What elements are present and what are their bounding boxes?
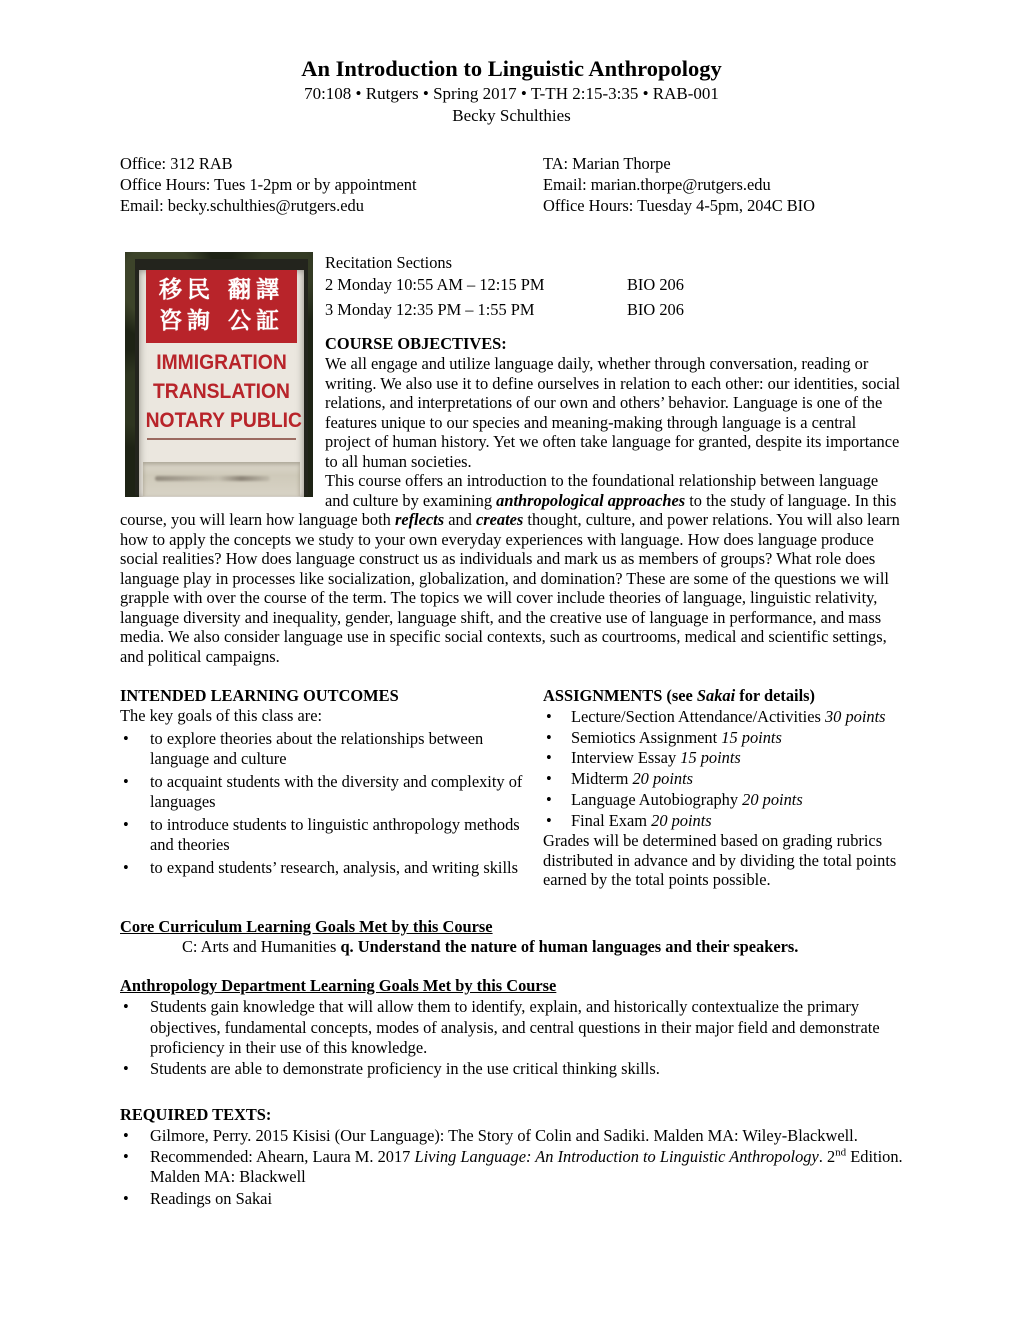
assignment-text: Semiotics Assignment 15 points	[571, 727, 782, 747]
list-item	[120, 1189, 903, 1209]
instructor-email: Email: becky.schulthies@rutgers.edu	[120, 195, 364, 215]
required-text-entry: Gilmore, Perry. 2015 Kisisi (Our Language): The Story of Colin and Sadiki. Malden MA: Wiley-Blackwell.	[150, 1125, 858, 1145]
sign-photo	[125, 252, 313, 497]
objectives-paragraph-1: We all engage and utilize language daily, whether through conversation, reading or writing. We also use it to define ourselves in relation to each other: our identities, social relations, and interpretations of our own and others’ behavior. Language is one of the features unique to our species and meaning-making through language is a central project of human history. Yet we often take language for granted, despite its importance to all human societies.	[325, 354, 901, 471]
sign-english-text	[139, 348, 304, 435]
list-item	[543, 748, 903, 768]
assignment-text: Interview Essay 15 points	[571, 748, 741, 768]
grades-note: Grades will be determined based on grading rubrics distributed in advance and by dividing the total points earned by the total points possible.	[543, 831, 897, 890]
course-objectives-heading: COURSE OBJECTIVES:	[325, 334, 507, 354]
department-goal-text: Students gain knowledge that will allow them to identify, explain, and historically contextualize the primary objectives, fundamental concepts, modes of analysis, and central questions in their major field and demonstrate proficiency in their use of this knowledge.	[150, 997, 880, 1057]
recitation-room: BIO 206	[627, 275, 684, 295]
sign-chinese-panel	[146, 270, 297, 343]
assignment-text: Language Autobiography 20 points	[571, 789, 803, 809]
bullet-icon: •	[546, 707, 552, 727]
ta-name: TA: Marian Thorpe	[543, 154, 671, 173]
list-item	[120, 772, 524, 811]
list-item	[120, 815, 524, 854]
list-item	[120, 858, 524, 878]
required-texts-heading: REQUIRED TEXTS:	[120, 1104, 272, 1124]
list-item	[120, 1059, 903, 1079]
outcomes-heading: INTENDED LEARNING OUTCOMES	[120, 686, 399, 706]
course-info-line: 70:108 • Rutgers • Spring 2017 • T-TH 2:15-3:35 • RAB-001	[304, 84, 719, 103]
list-item	[543, 769, 903, 789]
outcome-text: to acquaint students with the diversity and complexity of languages	[150, 772, 523, 811]
assignments-column	[543, 686, 903, 889]
assignment-text: Final Exam 20 points	[571, 810, 712, 830]
assignment-text: Midterm 20 points	[571, 769, 694, 789]
course-description-section	[120, 252, 903, 666]
list-item	[120, 1126, 903, 1146]
recitation-heading: Recitation Sections	[325, 253, 453, 273]
sign-english-line3: NOTARY PUBLIC	[145, 409, 302, 433]
assignment-text: Lecture/Section Attendance/Activities 30 points	[571, 707, 886, 727]
instructor-office: Office: 312 RAB	[120, 154, 233, 173]
list-item	[120, 729, 524, 768]
document-header	[120, 55, 903, 127]
recitation-time: 3 Monday 12:35 PM – 1:55 PM	[325, 299, 535, 319]
core-curriculum-line: C: Arts and Humanities q. Understand the nature of human languages and their speakers.	[182, 936, 799, 956]
outcome-text: to explore theories about the relationships between language and culture	[150, 729, 484, 768]
sign-worn-strip	[143, 462, 300, 496]
department-goal-text: Students are able to demonstrate proficiency in the use critical thinking skills.	[150, 1059, 660, 1079]
list-item	[543, 811, 903, 831]
bullet-icon: •	[123, 1059, 129, 1079]
outcome-text: to expand students’ research, analysis, and writing skills	[150, 858, 518, 878]
outcome-text: to introduce students to linguistic anthropology methods and theories	[150, 815, 520, 854]
ta-email: Email: marian.thorpe@rutgers.edu	[543, 174, 771, 194]
bullet-icon: •	[123, 1188, 129, 1208]
bullet-icon: •	[123, 729, 129, 749]
instructor-office-hours: Office Hours: Tues 1-2pm or by appointment	[120, 174, 417, 194]
bullet-icon: •	[123, 815, 129, 835]
bullet-icon: •	[123, 772, 129, 792]
instructor-name: Becky Schulthies	[452, 106, 571, 125]
sign-chinese-line2: 咨詢 公証	[158, 308, 284, 335]
list-item	[543, 707, 903, 727]
ta-office-hours: Office Hours: Tuesday 4-5pm, 204C BIO	[543, 195, 815, 215]
list-item	[543, 790, 903, 810]
sign-divider-rule	[147, 438, 296, 440]
core-curriculum-heading-text: Core Curriculum Learning Goals Met by this Course	[120, 916, 493, 936]
core-curriculum-heading	[120, 917, 903, 937]
list-item	[120, 1147, 903, 1188]
required-text-entry: Recommended: Ahearn, Laura M. 2017 Living Language: An Introduction to Linguistic Anthropology. 2nd Edition. Malden MA: Blackwell	[150, 1146, 903, 1187]
department-goals-heading	[120, 976, 903, 996]
required-texts-section	[120, 1105, 903, 1209]
sign-chinese-line1: 移民 翻譯	[158, 277, 284, 304]
bullet-icon: •	[546, 769, 552, 789]
learning-outcomes-column	[120, 686, 524, 889]
department-goals-section	[120, 976, 903, 1079]
objectives-paragraph-2: This course offers an introduction to the foundational relationship between language and culture by examining anthropological approaches to the study of language. In this course, you will learn how language both reflects and creates thought, culture, and power relations. You will also learn how to apply the concepts we study to your own everyday experiences with language. How does language produce social realities? How does language construct us as individuals and mark us as members of groups? What role does language play in processes like socialization, globalization, and domination? These are some of the questions we will grapple with over the course of the term. The topics we will cover include theories of language, linguistic relativity, language diversity and inequality, gender, language shift, and the creative use of language in performance, and mass media. We also consider language use in specific social contexts, such as courtrooms, medical and scientific settings, and political campaigns.	[120, 471, 900, 666]
bullet-icon: •	[546, 810, 552, 830]
bullet-icon: •	[546, 727, 552, 747]
department-goals-heading-text: Anthropology Department Learning Goals Met by this Course	[120, 976, 557, 996]
contact-block	[120, 154, 903, 216]
outcomes-intro: The key goals of this class are:	[120, 705, 323, 725]
bullet-icon: •	[546, 789, 552, 809]
bullet-icon: •	[123, 1147, 129, 1167]
list-item	[543, 728, 903, 748]
sign-face	[139, 270, 304, 497]
recitation-time: 2 Monday 10:55 AM – 12:15 PM	[325, 275, 545, 295]
instructor-contact	[120, 154, 543, 216]
assignments-heading: ASSIGNMENTS (see Sakai for details)	[543, 686, 815, 706]
bullet-icon: •	[123, 997, 129, 1017]
core-curriculum-section	[120, 917, 903, 958]
ta-contact	[543, 154, 903, 216]
outcomes-assignments-section	[120, 686, 903, 889]
recitation-room: BIO 206	[627, 299, 684, 319]
sign-english-line2: TRANSLATION	[152, 380, 291, 404]
required-text-entry: Readings on Sakai	[150, 1188, 273, 1208]
list-item	[120, 997, 903, 1058]
bullet-icon: •	[546, 748, 552, 768]
sign-english-line1: IMMIGRATION	[156, 351, 287, 375]
bullet-icon: •	[123, 1125, 129, 1145]
sign-frame	[135, 259, 308, 495]
bullet-icon: •	[123, 858, 129, 878]
page-title: An Introduction to Linguistic Anthropology	[301, 56, 722, 81]
